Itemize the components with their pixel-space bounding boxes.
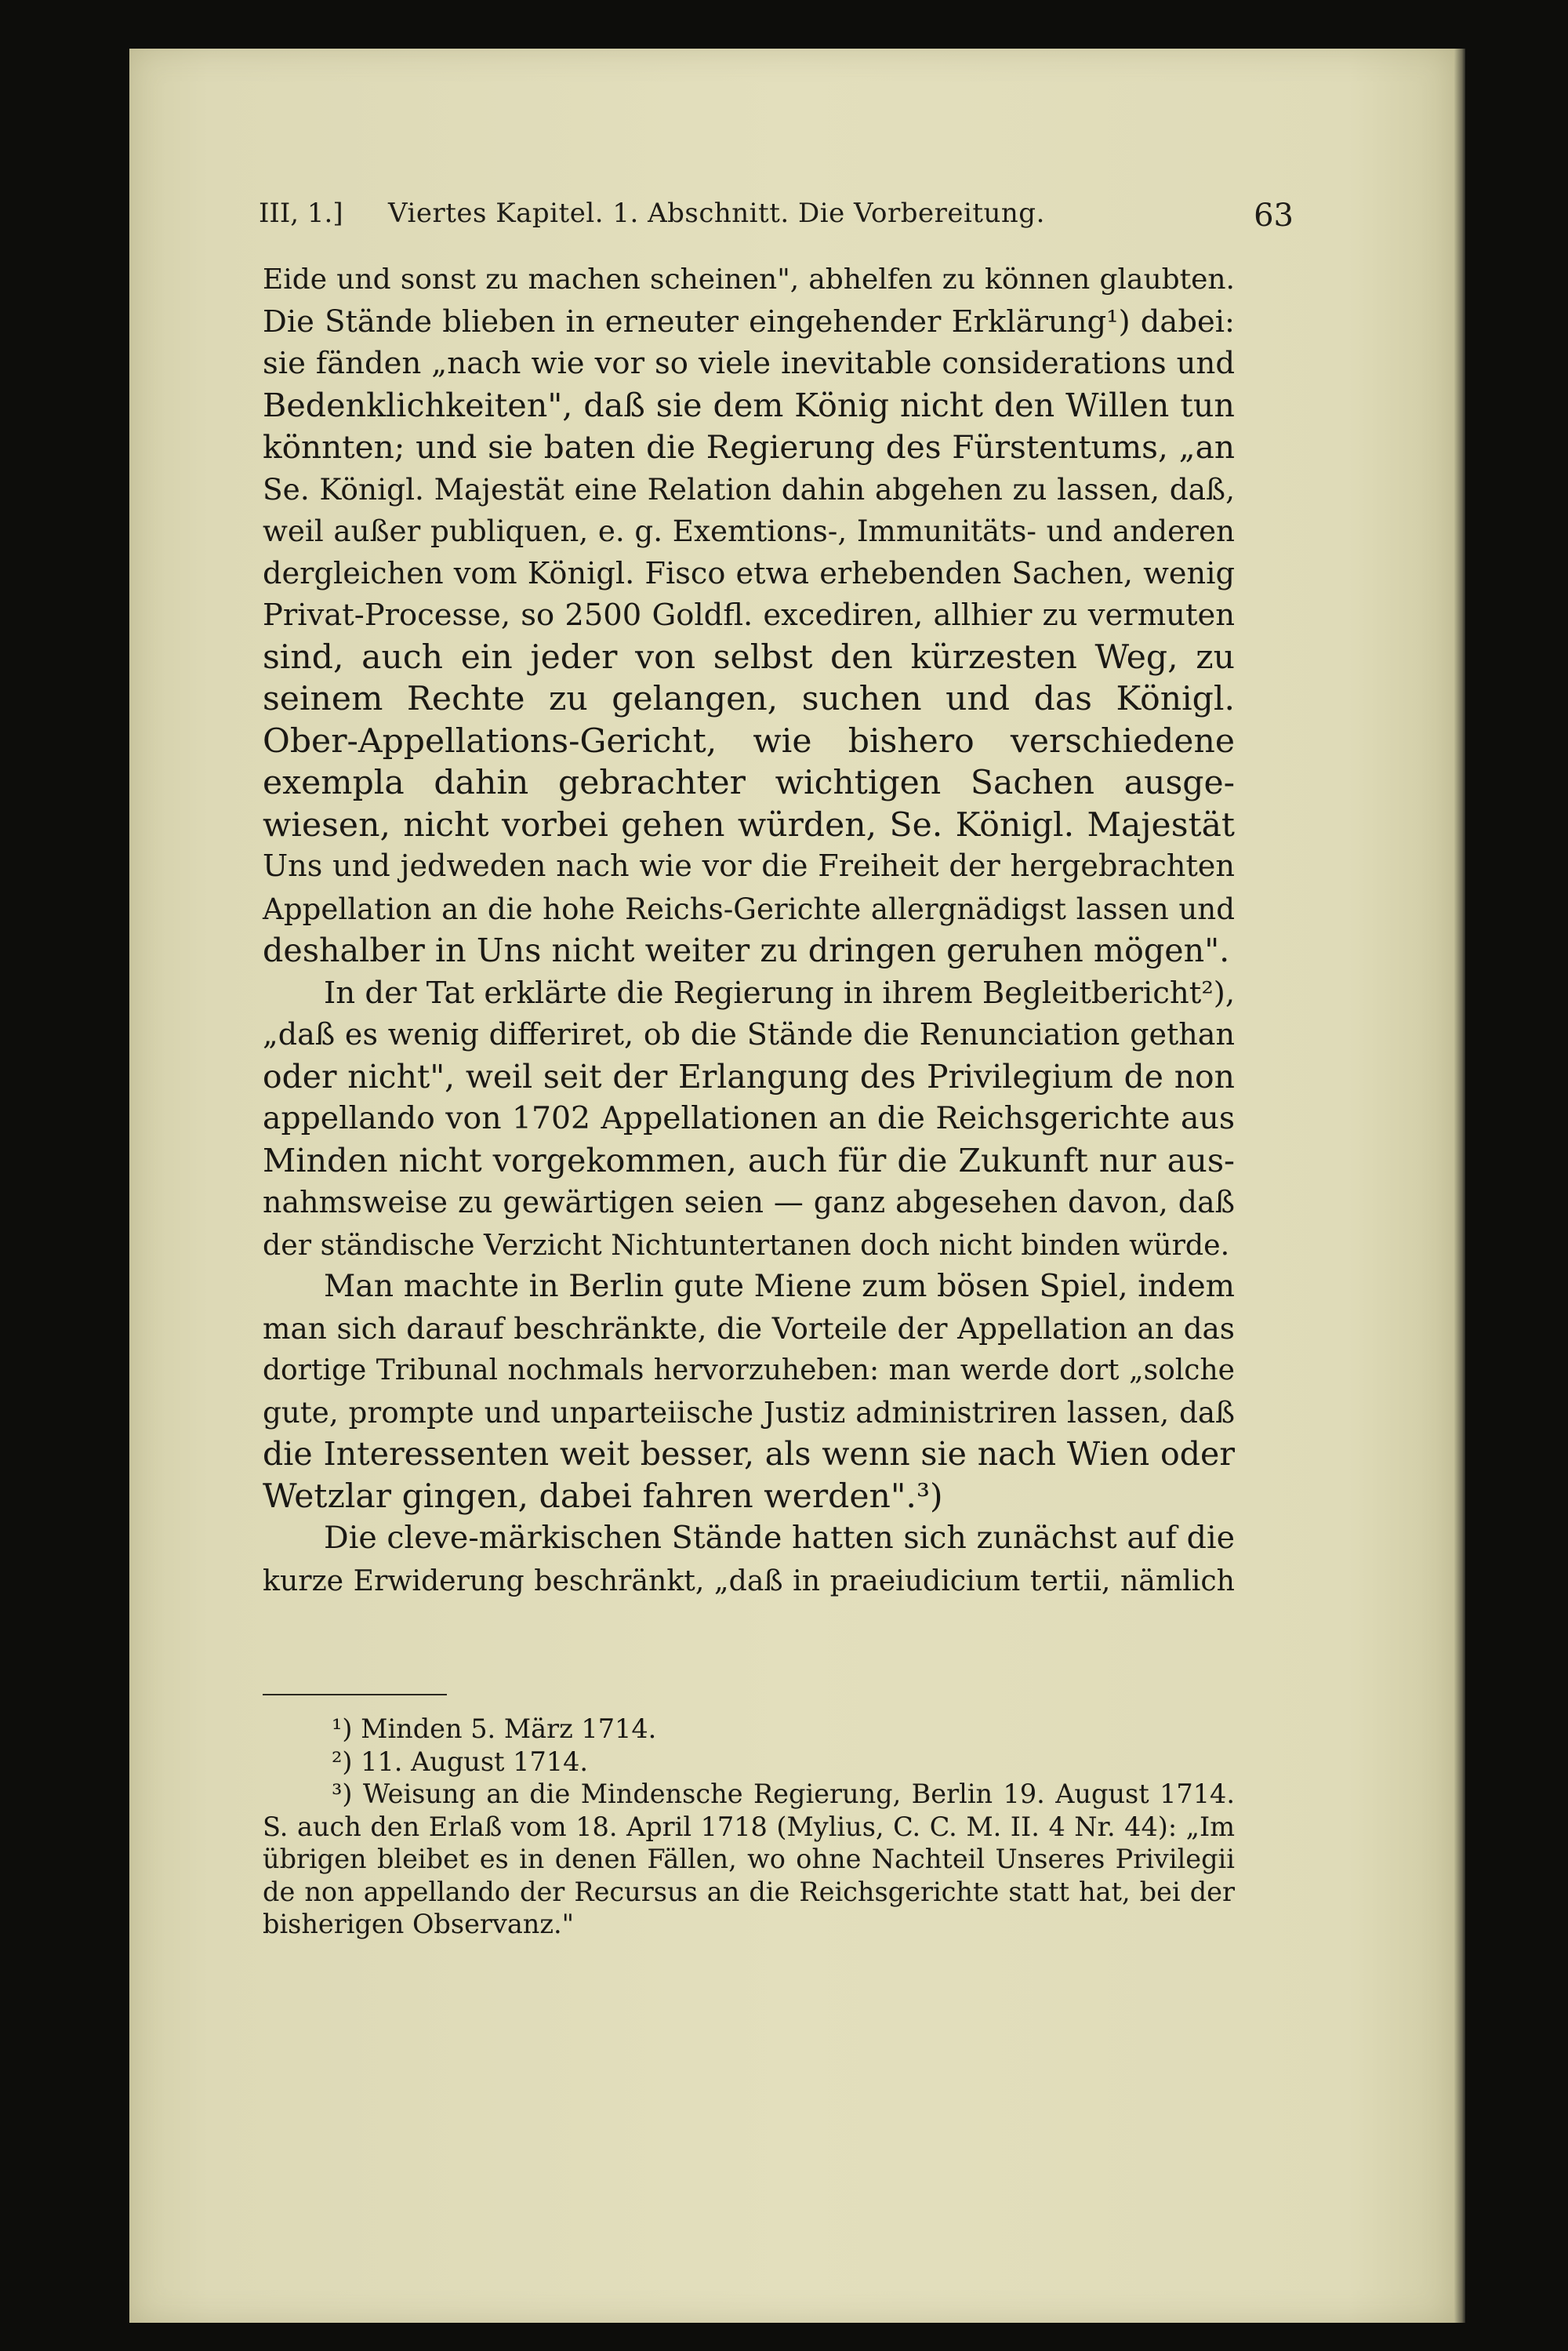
- body-text: [263, 259, 1235, 1601]
- footnote-rule: [263, 1694, 447, 1695]
- body-line: deshalber in Uns nicht weiter zu dringen geruhen mögen".: [263, 932, 1230, 969]
- footnote-3-line: S. auch den Erlaß vom 18. April 1718 (Mylius, C. C. M. II. 4 Nr. 44): „Im: [263, 1811, 1235, 1842]
- footnote-3: ³) Weisung an die Mindensche Regierung, Berlin 19. August 1714.: [332, 1779, 1235, 1809]
- body-line: „daß es wenig differiret, ob die Stände die Renunciation gethan: [263, 1017, 1235, 1052]
- body-line: Wetzlar gingen, dabei fahren werden".³): [263, 1477, 943, 1516]
- body-line: sind, auch ein jeder von selbst den kürzesten Weg, zu: [263, 638, 1235, 677]
- body-line: dergleichen vom Königl. Fisco etwa erhebenden Sachen, wenig: [263, 555, 1235, 591]
- page-edge: [1454, 49, 1465, 2323]
- body-line: Man machte in Berlin gute Miene zum bösen Spiel, indem: [324, 1268, 1235, 1304]
- body-line: Privat-Processe, so 2500 Goldfl. excediren, allhier zu vermuten: [263, 598, 1235, 633]
- body-line: seinem Rechte zu gelangen, suchen und das Königl.: [263, 680, 1235, 718]
- body-line: Se. Königl. Majestät eine Relation dahin abgehen zu lassen, daß,: [263, 471, 1235, 507]
- footnote-3-line: de non appellando der Recursus an die Reichsgerichte statt hat, bei der: [263, 1876, 1235, 1907]
- body-line: könnten; und sie baten die Regierung des Fürstentums, „an: [263, 428, 1235, 466]
- running-header: [259, 198, 1294, 237]
- body-line: appellando von 1702 Appellationen an die Reichsgerichte aus: [263, 1100, 1235, 1136]
- footnote-3-line: bisherigen Observanz.": [263, 1909, 575, 1939]
- footnotes: [263, 1713, 1235, 1941]
- body-line: oder nicht", weil seit der Erlangung des Privilegium de non: [263, 1057, 1235, 1096]
- body-line: Eide und sonst zu machen scheinen", abhelfen zu können glaubten.: [263, 263, 1235, 296]
- body-line: man sich darauf beschränkte, die Vorteile der Appellation an das: [263, 1310, 1235, 1346]
- body-line: wiesen, nicht vorbei gehen würden, Se. Königl. Majestät: [263, 805, 1235, 845]
- body-line: exempla dahin gebrachter wichtigen Sachen ausge-: [263, 764, 1235, 802]
- footnote-1: ¹) Minden 5. März 1714.: [332, 1713, 657, 1744]
- body-line: Die Stände blieben in erneuter eingehender Erklärung¹) dabei:: [263, 303, 1235, 340]
- body-line: der ständische Verzicht Nichtuntertanen doch nicht binden würde.: [263, 1227, 1230, 1262]
- body-line: nahmsweise zu gewärtigen seien — ganz abgesehen davon, daß: [263, 1185, 1235, 1219]
- body-line: Uns und jedweden nach wie vor die Freiheit der hergebrachten: [263, 849, 1235, 884]
- header-section-ref: III, 1.]: [259, 198, 343, 229]
- body-line: weil außer publiquen, e. g. Exemtions-, Immunitäts- und anderen: [263, 514, 1235, 548]
- header-chapter-title: Viertes Kapitel. 1. Abschnitt. Die Vorbereitung.: [388, 198, 1045, 229]
- body-line: dortige Tribunal nochmals hervorzuheben: man werde dort „solche: [263, 1354, 1235, 1386]
- body-line: Die cleve-märkischen Stände hatten sich zunächst auf die: [324, 1520, 1235, 1556]
- body-line: die Interessenten weit besser, als wenn sie nach Wien oder: [263, 1435, 1235, 1473]
- body-line: gute, prompte und unparteiische Justiz administriren lassen, daß: [263, 1394, 1235, 1430]
- body-line: Appellation an die hohe Reichs-Gerichte allergnädigst lassen und: [263, 892, 1235, 926]
- footnote-3-line: übrigen bleibet es in denen Fällen, wo ohne Nachteil Unseres Privilegii: [263, 1844, 1235, 1874]
- body-line: sie fänden „nach wie vor so viele inevitable considerations und: [263, 346, 1235, 381]
- body-line: In der Tat erklärte die Regierung in ihrem Begleitbericht²),: [324, 975, 1236, 1011]
- footnote-2: ²) 11. August 1714.: [332, 1746, 589, 1777]
- body-line: kurze Erwiderung beschränkt, „daß in praeiudicium tertii, nämlich: [263, 1563, 1235, 1597]
- page-number: 63: [1254, 198, 1294, 234]
- body-line: Ober-Appellations-Gericht, wie bishero verschiedene: [263, 721, 1235, 761]
- body-line: Bedenklichkeiten", daß sie dem König nicht den Willen tun: [263, 386, 1235, 424]
- body-line: Minden nicht vorgekommen, auch für die Zukunft nur aus-: [263, 1141, 1235, 1179]
